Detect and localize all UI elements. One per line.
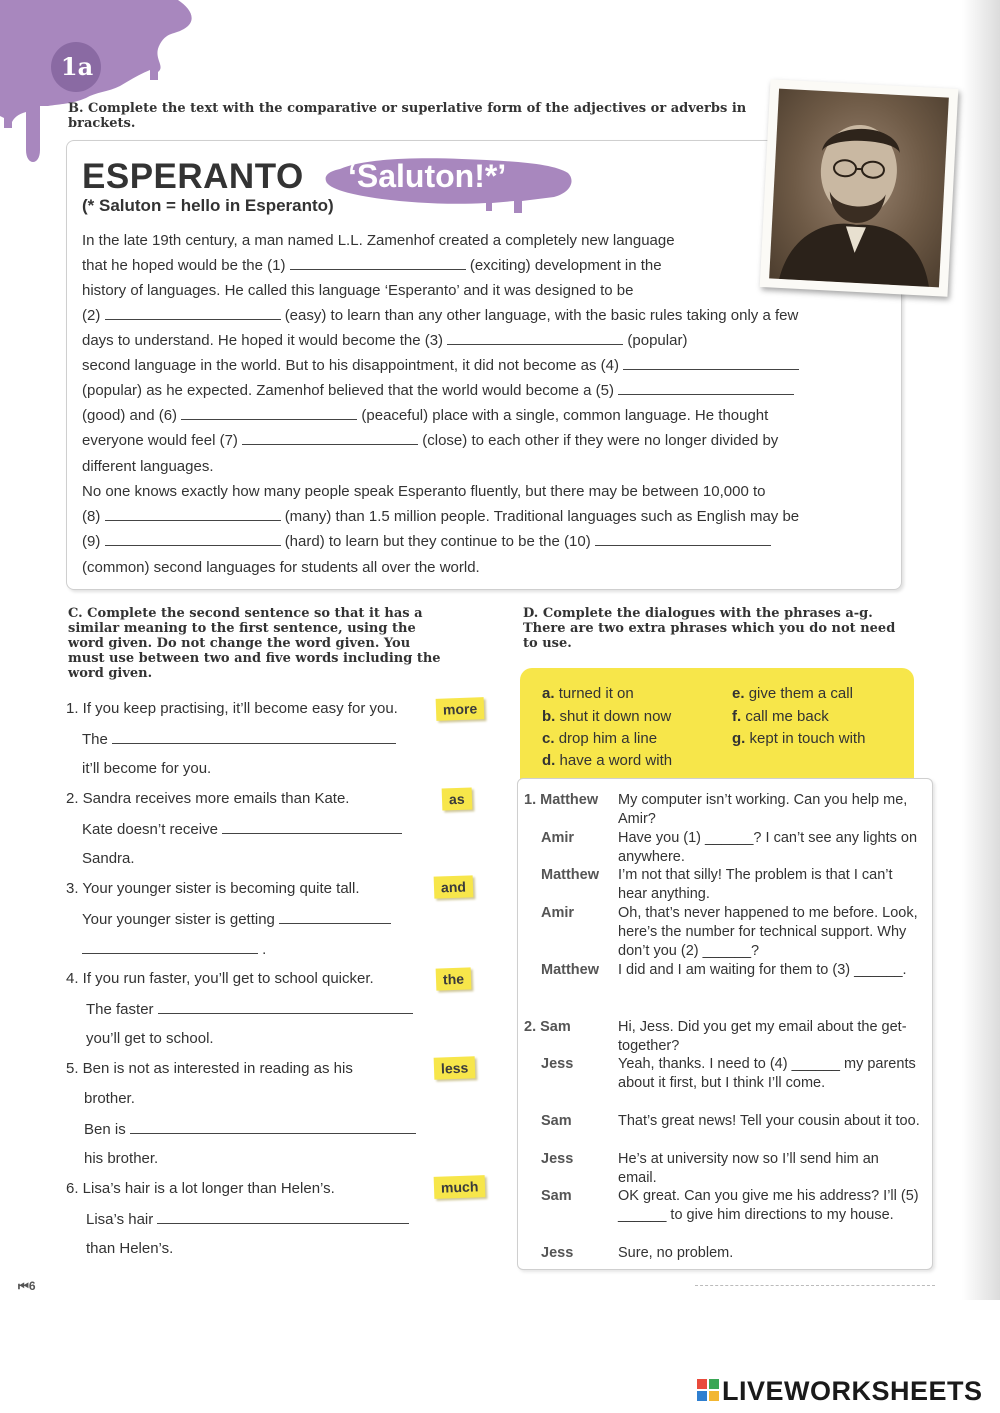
- speaker: Amir: [541, 830, 575, 846]
- answer-end-2: Sandra.: [82, 850, 135, 867]
- phrase-d: [542, 752, 672, 769]
- answer-gap-c3a[interactable]: [279, 910, 391, 924]
- utterance: I did and I am waiting for them to (3) ______.: [618, 962, 907, 978]
- answer-gap-5[interactable]: [618, 381, 794, 395]
- question-5: 5. Ben is not as interested in reading as his: [66, 1060, 353, 1077]
- esperanto-line-13: [82, 529, 771, 554]
- esperanto-line-9: [82, 428, 778, 453]
- esperanto-line-1: In the late 19th century, a man named L.L. Zamenhof created a completely new language: [82, 232, 675, 249]
- section-b-instruction: B. Complete the text with the comparative or superlative form of the adjectives or adverbs in brackets.: [68, 101, 747, 131]
- esperanto-line-11: No one knows exactly how many people speak Esperanto fluently, but there may be between 10,000 to: [82, 483, 766, 500]
- phrase-text: give them a call: [748, 685, 853, 702]
- utterance: I’m not that silly! The problem is that I can’t hear anything.: [618, 867, 893, 902]
- speaker: Jess: [541, 1056, 574, 1072]
- answer-gap-c2[interactable]: [222, 820, 402, 834]
- answer-gap-10[interactable]: [595, 532, 771, 546]
- section-d-instruction: D. Complete the dialogues with the phrases a-g. There are two extra phrases which you do not need to use.: [523, 606, 896, 651]
- phrase-letter: f.: [732, 708, 742, 725]
- phrase-letter: g.: [732, 730, 746, 747]
- phrase-text: turned it on: [558, 685, 634, 702]
- text: (8): [82, 508, 101, 525]
- liveworksheets-brand: LIVEWORKSHEETS: [722, 1376, 983, 1406]
- key-word-as: as: [442, 787, 472, 810]
- utterance: My computer isn’t working. Can you help me, Amir?: [618, 792, 908, 827]
- text: (many) than 1.5 million people. Traditional languages such as English may be: [284, 508, 800, 525]
- esperanto-subtitle: (* Saluton = hello in Esperanto): [82, 196, 334, 215]
- unit-badge: 1a: [60, 52, 94, 81]
- phrase-f: [732, 708, 829, 725]
- liveworksheets-logo-icon: [697, 1379, 719, 1401]
- text: (popular) as he expected. Zamenhof believed that the world would become a (5): [82, 382, 614, 399]
- text: (hard) to learn but they continue to be the (10): [284, 533, 591, 550]
- answer-gap-c4[interactable]: [158, 1000, 413, 1014]
- answer-start: The: [82, 731, 108, 748]
- key-word-much: much: [434, 1175, 486, 1199]
- answer-gap-c3b[interactable]: [82, 940, 258, 954]
- answer-gap-7[interactable]: [242, 431, 418, 445]
- question-6: 6. Lisa’s hair is a lot longer than Helen’s.: [66, 1180, 335, 1197]
- section-c-instruction: C. Complete the second sentence so that it has a similar meaning to the first sentence, using the word given. Do not change the word given. You must use between two and five words including the word given.: [68, 606, 441, 681]
- text: (2): [82, 307, 101, 324]
- key-word-and: and: [434, 875, 474, 898]
- key-word-the: the: [436, 967, 472, 990]
- page-number: [18, 1279, 36, 1294]
- speaker: Sam: [541, 1113, 572, 1129]
- esperanto-line-6: [82, 353, 799, 378]
- question-5-cont: brother.: [84, 1090, 135, 1107]
- esperanto-line-5: [82, 328, 687, 353]
- esperanto-line-4: [82, 303, 798, 328]
- answer-end-3: [82, 940, 266, 958]
- footer-divider: [695, 1285, 935, 1286]
- speaker: Amir: [541, 905, 575, 921]
- answer-start: The faster: [86, 1001, 154, 1018]
- answer-end-4: you’ll get to school.: [86, 1030, 214, 1047]
- speaker: Matthew: [541, 867, 599, 883]
- answer-row-3: [82, 910, 391, 928]
- utterance: Oh, that’s never happened to me before. Look, here’s the number for technical support. Why don’t you (2) ______?: [618, 905, 918, 959]
- answer-gap-c6[interactable]: [157, 1210, 409, 1224]
- phrase-letter: c.: [542, 730, 555, 747]
- saluton-heading: ‘Saluton!*’: [348, 158, 507, 194]
- phrase-letter: b.: [542, 708, 556, 725]
- speaker: 2. Sam: [524, 1019, 571, 1035]
- esperanto-line-7: [82, 378, 794, 403]
- phrase-text: drop him a line: [558, 730, 658, 747]
- utterance: Have you (1) ______? I can’t see any lights on anywhere.: [618, 830, 918, 865]
- phrase-text: have a word with: [559, 752, 673, 769]
- answer-row-1: [82, 730, 396, 748]
- esperanto-title: ESPERANTO: [82, 157, 304, 196]
- answer-gap-4[interactable]: [623, 356, 799, 370]
- answer-end-5: his brother.: [84, 1150, 159, 1167]
- utterance: That’s great news! Tell your cousin about it too.: [618, 1113, 920, 1129]
- answer-start: Your younger sister is getting: [82, 911, 275, 928]
- speaker: Sam: [541, 1188, 572, 1204]
- key-word-more: more: [436, 697, 485, 721]
- answer-row-6: [86, 1210, 409, 1228]
- esperanto-line-2: [82, 253, 662, 278]
- text: everyone would feel (7): [82, 432, 238, 449]
- utterance: Hi, Jess. Did you get my email about the get-together?: [618, 1019, 907, 1054]
- portrait-figure: [769, 89, 949, 288]
- phrase-letter: d.: [542, 752, 556, 769]
- answer-start: Lisa’s hair: [86, 1211, 154, 1228]
- phrase-text: shut it down now: [559, 708, 672, 725]
- utterance: Sure, no problem.: [618, 1245, 734, 1261]
- answer-row-4: [86, 1000, 413, 1018]
- speaker: Jess: [541, 1151, 574, 1167]
- text: (easy) to learn than any other language, with the basic rules taking only a few: [284, 307, 799, 324]
- utterance: Yeah, thanks. I need to (4) ______ my parents about it first, but I think I’ll come.: [618, 1056, 916, 1091]
- speaker: Matthew: [541, 962, 599, 978]
- esperanto-line-10: different languages.: [82, 458, 214, 475]
- answer-gap-2[interactable]: [105, 306, 281, 320]
- phrase-text: call me back: [745, 708, 829, 725]
- answer-gap-8[interactable]: [105, 507, 281, 521]
- text: (popular): [627, 332, 688, 349]
- phrase-c: [542, 730, 657, 747]
- phrase-g: [732, 730, 865, 747]
- phrase-text: kept in touch with: [749, 730, 866, 747]
- esperanto-line-8: [82, 403, 768, 428]
- answer-gap-c5[interactable]: [130, 1120, 416, 1134]
- page-edge-shadow: [962, 0, 1000, 1300]
- text: that he hoped would be the (1): [82, 257, 286, 274]
- question-3: 3. Your younger sister is becoming quite tall.: [66, 880, 360, 897]
- text: (peaceful) place with a single, common language. He thought: [361, 407, 769, 424]
- answer-gap-9[interactable]: [105, 532, 281, 546]
- phrase-e: [732, 685, 853, 702]
- answer-end-6: than Helen’s.: [86, 1240, 174, 1257]
- question-2: 2. Sandra receives more emails than Kate.: [66, 790, 350, 807]
- speaker: Jess: [541, 1245, 574, 1261]
- utterance: He’s at university now so I’ll send him an email.: [618, 1151, 879, 1186]
- question-4: 4. If you run faster, you’ll get to school quicker.: [66, 970, 374, 987]
- text: (exciting) development in the: [469, 257, 662, 274]
- esperanto-line-14: (common) second languages for students all over the world.: [82, 559, 480, 576]
- page-number-value: 6: [28, 1279, 36, 1293]
- answer-end-1: it’ll become for you.: [82, 760, 212, 777]
- answer-end: .: [262, 941, 267, 958]
- phrase-b: [542, 708, 671, 725]
- answer-gap-6[interactable]: [181, 406, 357, 420]
- speaker: 1. Matthew: [524, 792, 599, 808]
- phrase-letter: a.: [542, 685, 555, 702]
- esperanto-line-12: [82, 504, 799, 529]
- answer-start: Kate doesn’t receive: [82, 821, 218, 838]
- answer-gap-3[interactable]: [447, 331, 623, 345]
- answer-gap-1[interactable]: [290, 256, 466, 270]
- esperanto-line-3: history of languages. He called this language ‘Esperanto’ and it was designed to be: [82, 282, 634, 299]
- answer-row-5: [84, 1120, 416, 1138]
- text: (good) and (6): [82, 407, 178, 424]
- answer-gap-c1[interactable]: [112, 730, 396, 744]
- text: (close) to each other if they were no longer divided by: [422, 432, 779, 449]
- rewind-icon: ⏮: [18, 1279, 29, 1293]
- text: second language in the world. But to his disappointment, it did not become as (4): [82, 357, 619, 374]
- text: days to understand. He hoped it would become the (3): [82, 332, 444, 349]
- zamenhof-portrait: [760, 79, 959, 297]
- utterance: OK great. Can you give me his address? I’ll (5) ______ to give him directions to my house.: [618, 1188, 919, 1223]
- answer-row-2: [82, 820, 402, 838]
- phrase-letter: e.: [732, 685, 745, 702]
- question-1: 1. If you keep practising, it’ll become easy for you.: [66, 700, 398, 717]
- answer-start: Ben is: [84, 1121, 126, 1138]
- key-word-less: less: [434, 1056, 476, 1079]
- text: (9): [82, 533, 101, 550]
- phrase-a: [542, 685, 634, 702]
